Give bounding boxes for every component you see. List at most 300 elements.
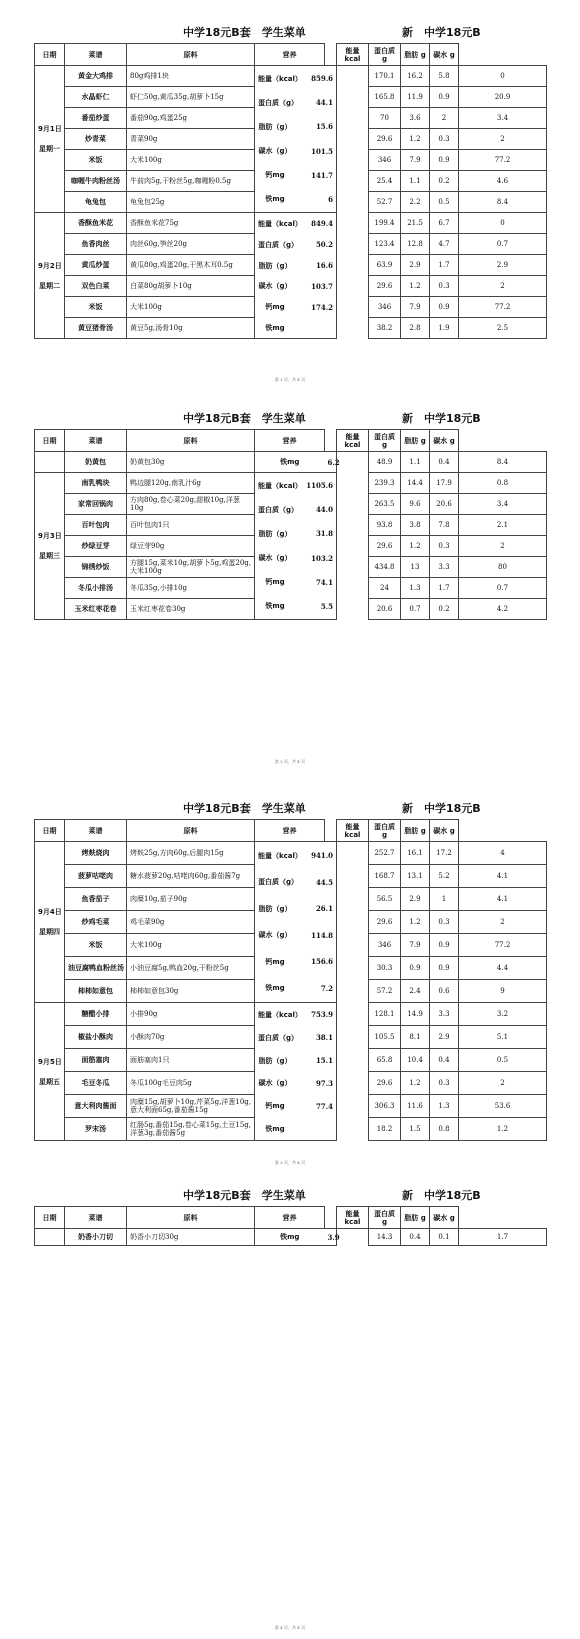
nutrition-ca <box>258 1102 333 1111</box>
dish-fat: 0.9 <box>430 934 459 957</box>
table-row <box>35 1229 547 1246</box>
dish-protein: 13 <box>401 557 430 578</box>
day-cell <box>35 66 65 213</box>
dish-ingredients: 小油豆腐5g,鸭血20g,干粉丝5g <box>127 957 255 980</box>
dish-name: 面筋塞肉 <box>65 1049 127 1072</box>
dish-protein: 0.7 <box>401 599 430 620</box>
column-gap <box>337 276 369 297</box>
dish-ingredients: 百叶包肉1只 <box>127 515 255 536</box>
dish-protein: 12.8 <box>401 234 430 255</box>
nutrition-label: 钙mg <box>265 171 285 180</box>
dish-energy: 346 <box>369 297 401 318</box>
dish-protein: 1.5 <box>401 1118 430 1141</box>
nutrition-label: 铁mg <box>265 323 285 332</box>
menu-table <box>34 429 547 620</box>
dish-carb: 2 <box>459 276 547 297</box>
nutrition-value: 941.0 <box>311 851 333 861</box>
nutrition-value: 859.6 <box>311 74 333 84</box>
nutrition-label: 能量（kcal） <box>258 219 302 228</box>
nutrition-label: 能量（kcal） <box>258 1010 302 1019</box>
dish-protein: 8.1 <box>401 1026 430 1049</box>
dish-energy: 29.6 <box>369 1072 401 1095</box>
dish-energy: 65.8 <box>369 1049 401 1072</box>
nutrition-label: 钙mg <box>265 957 285 966</box>
nutrition-value: 156.6 <box>311 957 333 967</box>
dish-protein: 2.8 <box>401 318 430 339</box>
dish-carb: 0.8 <box>459 473 547 494</box>
dish-ingredients: 肉糜10g,茄子90g <box>127 888 255 911</box>
dish-carb: 2 <box>459 536 547 557</box>
dish-ingredients: 鸡毛菜90g <box>127 911 255 934</box>
day-weekday: 星期四 <box>39 928 60 936</box>
dish-ingredients: 80g鸡排1块 <box>127 66 255 87</box>
dish-carb: 1.7 <box>459 1229 547 1246</box>
dish-energy: 29.6 <box>369 276 401 297</box>
dish-carb: 53.6 <box>459 1095 547 1118</box>
col-protein: 蛋白质 g <box>369 44 401 66</box>
dish-ingredients: 肉丝60g,笋丝20g <box>127 234 255 255</box>
dish-energy: 18.2 <box>369 1118 401 1141</box>
dish-fat: 0.9 <box>430 297 459 318</box>
nutrition-fat <box>258 261 333 270</box>
nutrition-label: 钙mg <box>265 303 285 312</box>
dish-energy: 57.2 <box>369 980 401 1003</box>
dish-energy: 263.5 <box>369 494 401 515</box>
dish-ingredients: 烤麸25g,方肉60g,后腿肉15g <box>127 842 255 865</box>
dish-fat: 1.9 <box>430 318 459 339</box>
column-gap <box>337 911 369 934</box>
dish-fat: 0.2 <box>430 599 459 620</box>
dish-ingredients: 小酥肉70g <box>127 1026 255 1049</box>
col-fat: 脂肪 g <box>401 1207 430 1229</box>
dish-carb: 0.7 <box>459 234 547 255</box>
nutrition-energy <box>258 481 333 490</box>
dish-protein: 2.9 <box>401 888 430 911</box>
dish-fat: 5.2 <box>430 865 459 888</box>
col-date: 日期 <box>35 44 65 66</box>
nutrition-protein <box>258 505 333 514</box>
nutrition-value: 16.6 <box>315 261 333 271</box>
nutrition-label: 蛋白质（g） <box>258 878 299 887</box>
dish-carb: 8.4 <box>459 452 547 473</box>
dish-fat: 2 <box>430 108 459 129</box>
day-date: 9月5日 <box>38 1057 62 1066</box>
dish-fat: 0.1 <box>430 1229 459 1246</box>
column-gap <box>325 820 337 842</box>
dish-energy: 199.4 <box>369 213 401 234</box>
column-gap <box>337 934 369 957</box>
nutrition-value: 15.1 <box>315 1056 333 1066</box>
dish-energy: 29.6 <box>369 129 401 150</box>
nutrition-label: 铁mg <box>265 1124 285 1133</box>
nutrition-value: 77.4 <box>315 1101 333 1111</box>
dish-name: 鱼香茄子 <box>65 888 127 911</box>
dish-name: 锦绣炒饭 <box>65 557 127 578</box>
col-fat: 脂肪 g <box>401 820 430 842</box>
dish-fat: 3.3 <box>430 1003 459 1026</box>
dish-name: 米饭 <box>65 150 127 171</box>
column-gap <box>337 213 369 234</box>
nutrition-label: 碳水（g） <box>258 147 292 156</box>
dish-fat: 0.5 <box>430 192 459 213</box>
nutrition-energy <box>258 74 333 83</box>
dish-energy: 123.4 <box>369 234 401 255</box>
nutrition-label: 碳水（g） <box>258 931 292 940</box>
dish-carb: 3.4 <box>459 108 547 129</box>
dish-carb: 9 <box>459 980 547 1003</box>
nutrition-label: 脂肪（g） <box>258 904 292 913</box>
dish-energy: 165.8 <box>369 87 401 108</box>
dish-ingredients: 面筋塞肉1只 <box>127 1049 255 1072</box>
nutrition-carb <box>258 1079 333 1088</box>
dish-protein: 9.6 <box>401 494 430 515</box>
dish-carb: 2.5 <box>459 318 547 339</box>
dish-ingredients: 虾仁50g,黄瓜35g,胡萝卜15g <box>127 87 255 108</box>
dish-carb: 0.5 <box>459 1049 547 1072</box>
day-cell <box>35 213 65 339</box>
dish-ingredients: 冬瓜100g毛豆肉5g <box>127 1072 255 1095</box>
nutrition-energy <box>258 851 333 860</box>
nutrition-fat <box>258 1056 333 1065</box>
column-gap <box>337 578 369 599</box>
column-gap <box>337 297 369 318</box>
dish-ingredients: 奶香小刀切30g <box>127 1229 255 1246</box>
dish-name: 椒盐小酥肉 <box>65 1026 127 1049</box>
column-gap <box>337 1118 369 1141</box>
dish-ingredients: 大米100g <box>127 934 255 957</box>
iron-label: 铁mg <box>255 1229 325 1246</box>
dish-protein: 2.4 <box>401 980 430 1003</box>
dish-name: 炒鸡毛菜 <box>65 911 127 934</box>
dish-fat: 20.6 <box>430 494 459 515</box>
col-date: 日期 <box>35 820 65 842</box>
dish-energy: 48.9 <box>369 452 401 473</box>
col-energy: 能量 kcal <box>337 1207 369 1229</box>
column-gap <box>337 980 369 1003</box>
nutrition-value: 141.7 <box>311 170 333 180</box>
nutrition-protein <box>258 878 333 887</box>
nutrition-label: 蛋白质（g） <box>258 505 299 514</box>
col-energy: 能量 kcal <box>337 44 369 66</box>
nutrition-value: 31.8 <box>315 529 333 539</box>
dish-carb: 2.1 <box>459 515 547 536</box>
day-date: 9月4日 <box>38 908 62 916</box>
nutrition-value: 753.9 <box>311 1010 333 1020</box>
dish-fat: 6.7 <box>430 213 459 234</box>
nutrition-value: 26.1 <box>315 904 333 914</box>
col-ingredients: 原料 <box>127 44 255 66</box>
col-protein: 蛋白质 g <box>369 430 401 452</box>
dish-protein: 2.2 <box>401 192 430 213</box>
dish-carb: 77.2 <box>459 150 547 171</box>
dish-energy: 30.3 <box>369 957 401 980</box>
dish-fat: 1 <box>430 888 459 911</box>
dish-energy: 14.3 <box>369 1229 401 1246</box>
col-protein: 蛋白质 g <box>369 1207 401 1229</box>
dish-carb: 20.9 <box>459 87 547 108</box>
dish-ingredients: 方肉80g,卷心菜20g,甜椒10g,洋葱10g <box>127 494 255 515</box>
dish-name: 黄瓜炒蛋 <box>65 255 127 276</box>
nutrition-list <box>258 1004 333 1140</box>
day-weekday: 星期二 <box>39 281 60 290</box>
menu-title: 中学18元B套 学生菜单 <box>183 1189 306 1202</box>
col-fat: 脂肪 g <box>401 44 430 66</box>
dish-fat: 0.6 <box>430 980 459 1003</box>
dish-name: 柿柿如意包 <box>65 980 127 1003</box>
column-gap <box>337 536 369 557</box>
nutrition-list <box>258 843 333 1002</box>
dish-fat: 3.3 <box>430 557 459 578</box>
column-gap <box>337 129 369 150</box>
dish-name: 菠萝咕咾肉 <box>65 865 127 888</box>
col-dish: 菜谱 <box>65 1207 127 1229</box>
dish-name: 鱼香肉丝 <box>65 234 127 255</box>
col-nutrition: 营养 <box>255 44 325 66</box>
dish-name: 咖喱牛肉粉丝汤 <box>65 171 127 192</box>
dish-carb: 2.9 <box>459 255 547 276</box>
col-carb: 碳水 g <box>430 1207 459 1229</box>
dish-carb: 2 <box>459 129 547 150</box>
dish-carb: 1.2 <box>459 1118 547 1141</box>
nutrition-value: 50.2 <box>315 240 333 250</box>
dish-protein: 1.2 <box>401 129 430 150</box>
dish-energy: 346 <box>369 934 401 957</box>
column-gap <box>325 44 337 66</box>
nutrition-carb <box>258 554 333 563</box>
dish-fat: 0.2 <box>430 171 459 192</box>
nutrition-ca <box>258 578 333 587</box>
dish-energy: 168.7 <box>369 865 401 888</box>
nutrition-totals <box>255 473 337 620</box>
dish-name: 南乳鸭块 <box>65 473 127 494</box>
dish-fat: 0.3 <box>430 536 459 557</box>
header-row <box>35 820 547 842</box>
dish-name: 奶黄包 <box>65 452 127 473</box>
nutrition-fe <box>258 984 333 993</box>
dish-name: 黄豆猪骨汤 <box>65 318 127 339</box>
dish-fat: 0.9 <box>430 87 459 108</box>
dish-energy: 434.8 <box>369 557 401 578</box>
dish-energy: 56.5 <box>369 888 401 911</box>
dish-protein: 2.9 <box>401 255 430 276</box>
nutrition-label: 蛋白质（g） <box>258 98 299 107</box>
nutrition-carb <box>258 282 333 291</box>
nutrition-value: 15.6 <box>315 122 333 132</box>
col-date: 日期 <box>35 430 65 452</box>
nutrition-value: 44.1 <box>315 98 333 108</box>
nutrition-list <box>258 214 333 338</box>
day-date: 9月2日 <box>38 261 62 270</box>
table-row <box>35 452 547 473</box>
dish-carb: 3.4 <box>459 494 547 515</box>
nutrition-value: 1105.6 <box>306 481 333 491</box>
column-gap <box>325 430 337 452</box>
table-row <box>35 1003 547 1026</box>
dish-name: 米饭 <box>65 297 127 318</box>
dish-protein: 1.2 <box>401 536 430 557</box>
dish-carb: 4.1 <box>459 865 547 888</box>
dish-energy: 239.3 <box>369 473 401 494</box>
nutrition-protein <box>258 98 333 107</box>
dish-carb: 3.2 <box>459 1003 547 1026</box>
nutrition-fe <box>258 602 333 611</box>
col-protein: 蛋白质 g <box>369 820 401 842</box>
iron-label: 铁mg <box>255 452 325 473</box>
dish-name: 番茄炒蛋 <box>65 108 127 129</box>
nutrition-label: 能量（kcal） <box>258 74 302 83</box>
nutrition-label: 脂肪（g） <box>258 529 292 538</box>
column-gap <box>337 255 369 276</box>
dish-energy: 93.8 <box>369 515 401 536</box>
dish-ingredients: 青菜90g <box>127 129 255 150</box>
dish-ingredients: 番茄90g,鸡蛋25g <box>127 108 255 129</box>
dish-name: 罗宋汤 <box>65 1118 127 1141</box>
dish-name: 黄金大鸡排 <box>65 66 127 87</box>
dish-protein: 14.4 <box>401 473 430 494</box>
dish-carb: 4 <box>459 842 547 865</box>
column-gap <box>337 318 369 339</box>
dish-protein: 11.9 <box>401 87 430 108</box>
day-cell <box>35 1003 65 1141</box>
dish-fat: 17.9 <box>430 473 459 494</box>
dish-name: 玉米红枣花卷 <box>65 599 127 620</box>
dish-carb: 4.6 <box>459 171 547 192</box>
column-gap <box>337 888 369 911</box>
dish-carb: 0 <box>459 213 547 234</box>
dish-fat: 0.9 <box>430 957 459 980</box>
dish-carb: 77.2 <box>459 934 547 957</box>
dish-ingredients: 红肠5g,番茄15g,卷心菜15g,土豆15g,洋葱3g,番茄酱5g <box>127 1118 255 1141</box>
dish-fat: 1.7 <box>430 255 459 276</box>
dish-protein: 1.2 <box>401 276 430 297</box>
nutrition-value: 103.2 <box>311 553 333 563</box>
column-gap <box>337 957 369 980</box>
dish-protein: 16.2 <box>401 66 430 87</box>
dish-carb: 4.1 <box>459 888 547 911</box>
nutrition-ca <box>258 171 333 180</box>
page-header <box>0 408 580 428</box>
dish-name: 家常回锅肉 <box>65 494 127 515</box>
nutrition-label: 铁mg <box>265 602 285 611</box>
column-gap <box>337 192 369 213</box>
nutrition-totals <box>255 213 337 339</box>
nutrition-label: 能量（kcal） <box>258 851 302 860</box>
nutrition-label: 碳水（g） <box>258 282 292 291</box>
column-gap <box>337 66 369 87</box>
col-ingredients: 原料 <box>127 820 255 842</box>
dish-ingredients: 龟兔包25g <box>127 192 255 213</box>
day-cell <box>35 473 65 620</box>
nutrition-value: 44.0 <box>315 505 333 515</box>
dish-fat: 7.8 <box>430 515 459 536</box>
dish-energy: 70 <box>369 108 401 129</box>
nutrition-fat <box>258 529 333 538</box>
dish-carb: 8.4 <box>459 192 547 213</box>
dish-energy: 170.1 <box>369 66 401 87</box>
page-header <box>0 1185 580 1205</box>
dish-name: 米饭 <box>65 934 127 957</box>
column-gap <box>337 557 369 578</box>
dish-energy: 29.6 <box>369 911 401 934</box>
dish-protein: 16.1 <box>401 842 430 865</box>
page-footer: 第 4 页，共 4 页 <box>274 1625 306 1630</box>
dish-fat: 5.8 <box>430 66 459 87</box>
column-gap <box>337 452 369 473</box>
column-gap <box>337 599 369 620</box>
nutrition-totals <box>255 1003 337 1141</box>
nutrition-label: 脂肪（g） <box>258 1056 292 1065</box>
dish-energy: 38.2 <box>369 318 401 339</box>
dish-carb: 0.7 <box>459 578 547 599</box>
dish-protein: 7.9 <box>401 297 430 318</box>
col-nutrition: 营养 <box>255 430 325 452</box>
dish-carb: 4.4 <box>459 957 547 980</box>
dish-carb: 5.1 <box>459 1026 547 1049</box>
table-row <box>35 66 547 87</box>
column-gap <box>337 87 369 108</box>
dish-fat: 4.7 <box>430 234 459 255</box>
menu-subtitle: 新 中学18元B <box>402 26 481 39</box>
dish-fat: 1.3 <box>430 1095 459 1118</box>
nutrition-label: 脂肪（g） <box>258 122 292 131</box>
day-cell <box>35 1229 65 1246</box>
nutrition-list <box>258 474 333 619</box>
column-gap <box>337 150 369 171</box>
menu-table <box>34 43 547 339</box>
col-carb: 碳水 g <box>430 820 459 842</box>
nutrition-label: 碳水（g） <box>258 554 292 563</box>
nutrition-label: 钙mg <box>265 1102 285 1111</box>
day-weekday: 星期一 <box>39 145 60 153</box>
nutrition-value: 74.1 <box>315 577 333 587</box>
dish-ingredients: 香酥鱼米花75g <box>127 213 255 234</box>
dish-carb: 80 <box>459 557 547 578</box>
table-row <box>35 842 547 865</box>
column-gap <box>337 171 369 192</box>
column-gap <box>337 234 369 255</box>
dish-protein: 3.6 <box>401 108 430 129</box>
nutrition-value: 101.5 <box>311 146 333 156</box>
col-energy: 能量 kcal <box>337 820 369 842</box>
dish-energy: 52.7 <box>369 192 401 213</box>
dish-protein: 14.9 <box>401 1003 430 1026</box>
dish-energy: 20.6 <box>369 599 401 620</box>
col-ingredients: 原料 <box>127 1207 255 1229</box>
iron-total: 3.9 <box>325 1229 337 1246</box>
nutrition-protein <box>258 1033 333 1042</box>
column-gap <box>337 108 369 129</box>
dish-ingredients: 白菜80g胡萝卜10g <box>127 276 255 297</box>
col-energy: 能量 kcal <box>337 430 369 452</box>
dish-name: 炒绿豆芽 <box>65 536 127 557</box>
dish-carb: 4.2 <box>459 599 547 620</box>
dish-ingredients: 黄瓜80g,鸡蛋20g,干黑木耳0.5g <box>127 255 255 276</box>
menu-title: 中学18元B套 学生菜单 <box>183 26 306 39</box>
col-carb: 碳水 g <box>430 430 459 452</box>
nutrition-totals <box>255 66 337 213</box>
day-weekday: 星期三 <box>39 552 60 560</box>
dish-protein: 0.4 <box>401 1229 430 1246</box>
header-row <box>35 430 547 452</box>
column-gap <box>325 1207 337 1229</box>
dish-energy: 346 <box>369 150 401 171</box>
day-date: 9月3日 <box>38 532 62 540</box>
dish-energy: 29.6 <box>369 536 401 557</box>
dish-ingredients: 糖水菠萝20g,咕咾肉60g,番茄酱7g <box>127 865 255 888</box>
table-row <box>35 473 547 494</box>
column-gap <box>337 1003 369 1026</box>
dish-ingredients: 奶黄包30g <box>127 452 255 473</box>
